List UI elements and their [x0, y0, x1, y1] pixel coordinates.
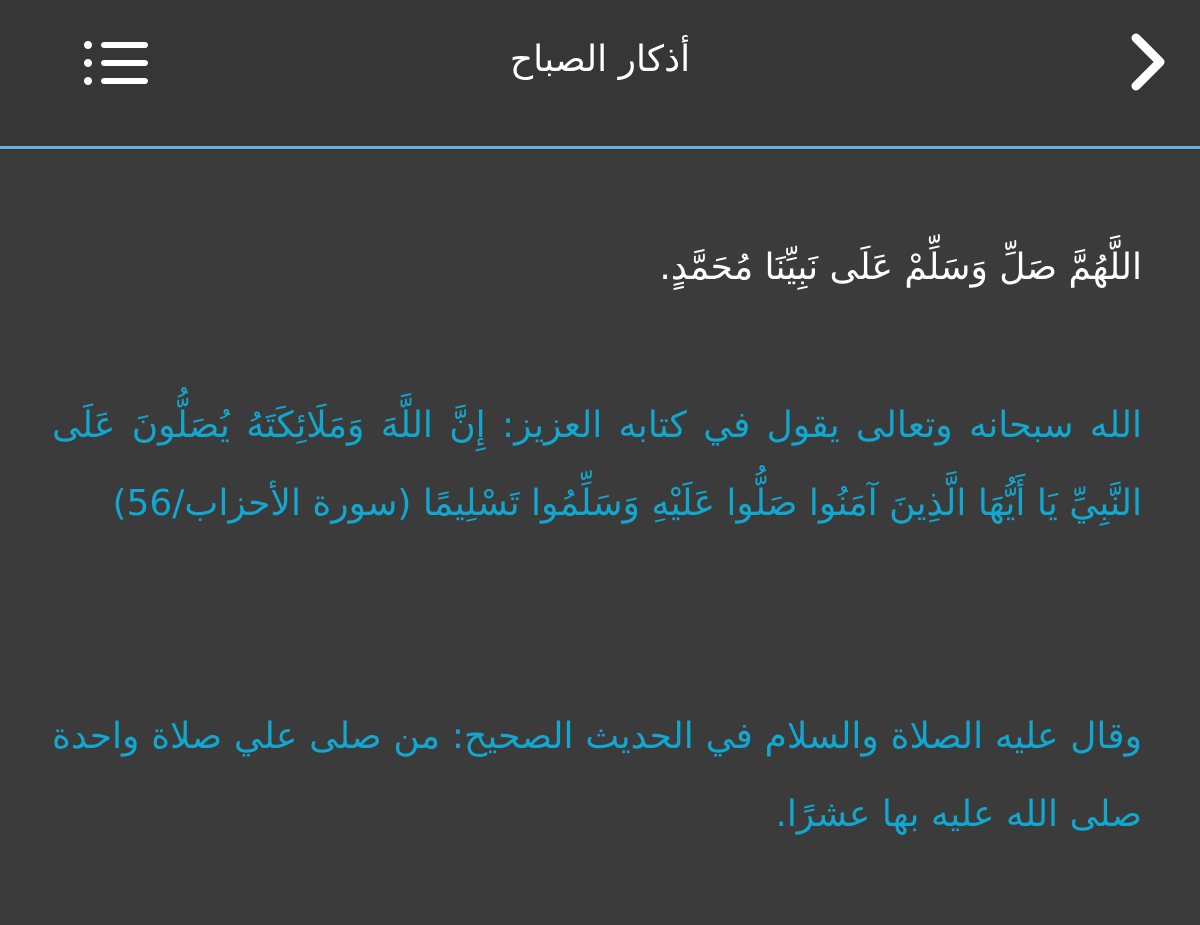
hadith-paragraph: وقال عليه الصلاة والسلام في الحديث الصحيح: من صلى علي صلاة واحدة صلى الله عليه بها عشرًا.: [52, 716, 1142, 835]
menu-button[interactable]: [72, 28, 162, 98]
page-title: أذكار الصباح: [509, 39, 691, 80]
verse-paragraph: الله سبحانه وتعالى يقول في كتابه العزيز: إِنَّ اللَّهَ وَمَلَائِكَتَهُ يُصَلُّونَ عَلَى النَّبِيِّ يَا أَيُّهَا الَّذِينَ آمَنُوا صَلُّوا عَلَيْهِ وَسَلِّمُوا تَسْلِيمًا (سورة الأحزاب/56): [52, 405, 1142, 524]
chevron-right-icon: [1112, 24, 1182, 100]
list-menu-icon: [72, 28, 162, 98]
back-button[interactable]: [1112, 24, 1182, 100]
dhikr-content: [0, 150, 1200, 925]
dhikr-text: اللَّهُمَّ صَلِّ وَسَلِّمْ عَلَى نَبِيِّنَا مُحَمَّدٍ.: [659, 247, 1142, 288]
app-header: [0, 0, 1200, 146]
header-divider: [0, 146, 1200, 149]
